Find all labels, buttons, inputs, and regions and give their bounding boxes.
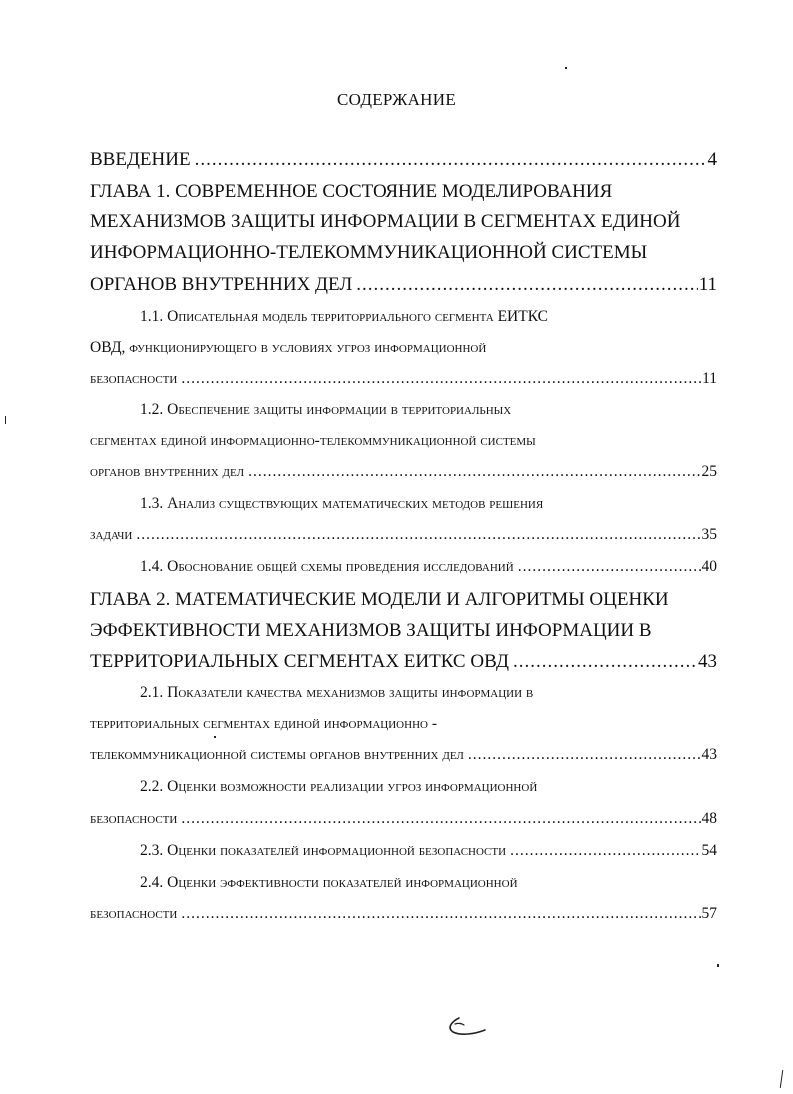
toc-page-number: 11 bbox=[698, 274, 717, 295]
scan-speck bbox=[565, 67, 567, 69]
toc-section-2-1-line-1[interactable]: 2.1. Показатели качества механизмов защиты информации в bbox=[140, 684, 534, 701]
toc-entry-title: телекоммуникационной системы органов внутренних дел bbox=[90, 746, 464, 763]
toc-entry-title: 2.3. Оценки показателей информационной безопасности bbox=[140, 842, 507, 859]
scan-speck bbox=[780, 1070, 783, 1088]
toc-chapter-1-line-2[interactable]: МЕХАНИЗМОВ ЗАЩИТЫ ИНФОРМАЦИИ В СЕГМЕНТАХ ЕДИНОЙ bbox=[90, 211, 681, 232]
toc-entry-section-1-4[interactable] bbox=[90, 559, 717, 575]
dot-leader bbox=[195, 150, 707, 169]
toc-entry-title: безопасности bbox=[90, 905, 178, 922]
toc-entry-section-2-4[interactable] bbox=[90, 906, 717, 922]
toc-section-1-2-line-1[interactable]: 1.2. Обеспечение защиты информации в территориальных bbox=[140, 401, 512, 418]
toc-section-2-2-line-1[interactable]: 2.2. Оценки возможности реализации угроз информационной bbox=[140, 778, 538, 795]
toc-section-1-1-line-1[interactable]: 1.1. Описательная модель территорриального сегмента ЕИТКС bbox=[140, 308, 549, 325]
toc-page-number: 48 bbox=[701, 810, 717, 827]
toc-chapter-2-line-1[interactable]: ГЛАВА 2. МАТЕМАТИЧЕСКИЕ МОДЕЛИ И АЛГОРИТМЫ ОЦЕНКИ bbox=[90, 589, 669, 610]
toc-page-number: 57 bbox=[701, 905, 717, 922]
toc-entry-title: ОРГАНОВ ВНУТРЕННИХ ДЕЛ bbox=[90, 274, 353, 295]
dot-leader bbox=[510, 843, 700, 859]
toc-chapter-1-line-1[interactable]: ГЛАВА 1. СОВРЕМЕННОЕ СОСТОЯНИЕ МОДЕЛИРОВАНИЯ bbox=[90, 181, 613, 202]
toc-section-1-2-line-2[interactable]: сегментах единой информационно-телекоммуникационной системы bbox=[90, 432, 536, 449]
toc-page-number: 35 bbox=[701, 526, 717, 543]
dot-leader bbox=[518, 559, 701, 575]
toc-entry-chapter-1[interactable] bbox=[90, 275, 717, 294]
toc-entry-introduction[interactable] bbox=[90, 150, 717, 169]
toc-section-2-4-line-1[interactable]: 2.4. Оценки эффективности показателей информационной bbox=[140, 874, 518, 891]
toc-entry-title: органов внутренних дел bbox=[90, 463, 245, 480]
toc-entry-chapter-2[interactable] bbox=[90, 652, 717, 671]
toc-section-1-3-line-1[interactable]: 1.3. Анализ существующих математических методов решения bbox=[140, 495, 544, 512]
toc-page-number: 11 bbox=[702, 370, 717, 387]
toc-page-number: 43 bbox=[698, 651, 717, 672]
toc-entry-section-1-1[interactable] bbox=[90, 371, 717, 387]
dot-leader bbox=[181, 811, 700, 827]
page-title: СОДЕРЖАНИЕ bbox=[336, 90, 457, 109]
toc-entry-section-1-2[interactable] bbox=[90, 464, 717, 480]
dot-leader bbox=[356, 275, 697, 294]
scan-speck bbox=[717, 964, 719, 967]
toc-entry-title: 1.4. Обоснование общей схемы проведения исследований bbox=[140, 558, 514, 575]
toc-entry-title: ВВЕДЕНИЕ bbox=[90, 149, 191, 170]
toc-entry-section-2-2[interactable] bbox=[90, 811, 717, 827]
toc-entry-section-2-1[interactable] bbox=[90, 747, 717, 763]
toc-entry-title: задачи bbox=[90, 526, 133, 543]
toc-page-number: 4 bbox=[707, 149, 717, 170]
toc-page-number: 54 bbox=[701, 842, 717, 859]
dot-leader bbox=[181, 906, 700, 922]
toc-entry-section-2-3[interactable] bbox=[90, 843, 717, 859]
dot-leader bbox=[513, 652, 697, 671]
toc-page-number: 43 bbox=[701, 746, 717, 763]
toc-section-1-1-line-2[interactable]: ОВД, функционирующего в условиях угроз информационной bbox=[90, 339, 487, 356]
toc-chapter-1-line-3[interactable]: ИНФОРМАЦИОННО-ТЕЛЕКОММУНИКАЦИОННОЙ СИСТЕМЫ bbox=[90, 242, 648, 263]
toc-entry-title: безопасности bbox=[90, 370, 178, 387]
dot-leader bbox=[136, 527, 700, 543]
toc-entry-title: безопасности bbox=[90, 810, 178, 827]
toc-section-2-1-line-2[interactable]: территориальных сегментах единой информационно - bbox=[90, 715, 437, 732]
scan-speck bbox=[5, 416, 6, 424]
dot-leader bbox=[468, 747, 701, 763]
dot-leader bbox=[248, 464, 700, 480]
toc-entry-section-1-3[interactable] bbox=[90, 527, 717, 543]
scan-speck bbox=[214, 736, 216, 738]
toc-page-number: 40 bbox=[701, 558, 717, 575]
handwritten-mark bbox=[445, 1014, 489, 1038]
dot-leader bbox=[181, 371, 701, 387]
toc-page-number: 25 bbox=[701, 463, 717, 480]
toc-chapter-2-line-2[interactable]: ЭФФЕКТИВНОСТИ МЕХАНИЗМОВ ЗАЩИТЫ ИНФОРМАЦИИ В bbox=[90, 620, 652, 641]
toc-entry-title: ТЕРРИТОРИАЛЬНЫХ СЕГМЕНТАХ ЕИТКС ОВД bbox=[90, 651, 509, 672]
